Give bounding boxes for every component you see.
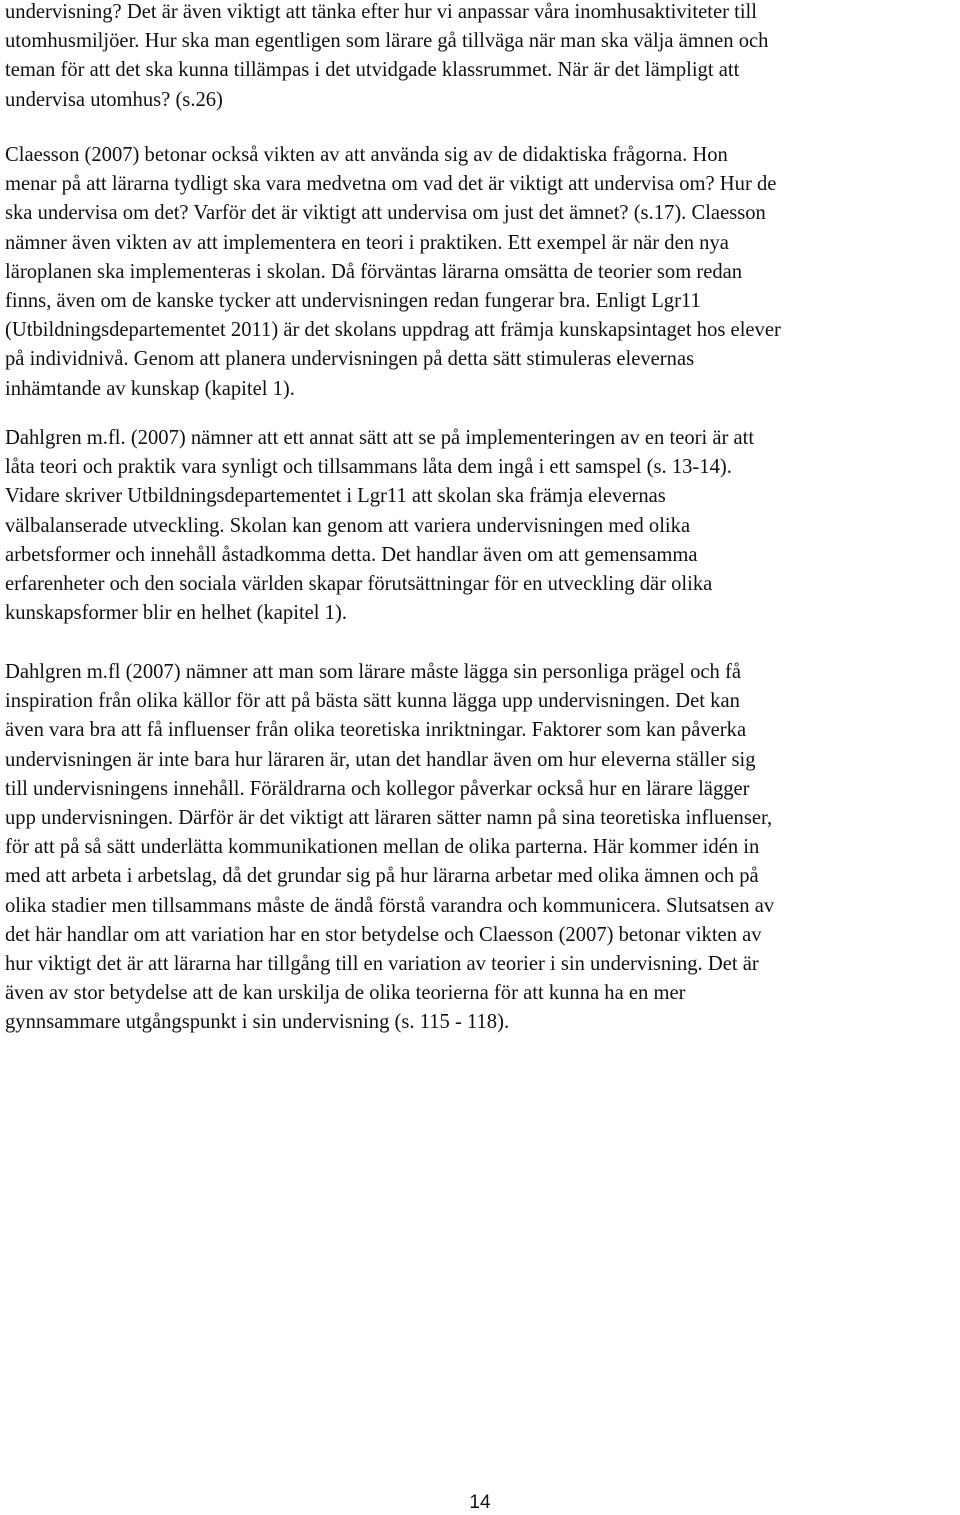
text-line: menar på att lärarna tydligt ska vara medvetna om vad det är viktigt att undervisa om? Hur de [5,173,777,196]
text-line: nämner även vikten av att implementera en teori i praktiken. Ett exempel är när den nya [5,231,729,254]
text-line: låta teori och praktik vara synligt och tillsammans låta dem ingå i ett samspel (s. 13-14). [5,456,732,479]
paragraph-dahlgren-implementation [5,424,955,628]
text-line: Vidare skriver Utbildningsdepartementet i Lgr11 att skolan ska främja elevernas [5,485,666,508]
text-line: undervisning? Det är även viktigt att tänka efter hur vi anpassar våra inomhusaktiviteter till [5,1,758,23]
text-line: arbetsformer och innehåll åstadkomma detta. Det handlar även om att gemensamma [5,543,698,566]
text-line: undervisa utomhus? (s.26) [5,88,223,111]
text-line: erfarenheter och den sociala världen skapar förutsättningar för en utveckling där olika [5,573,713,596]
text-line: med att arbeta i arbetslag, då det grundar sig på hur lärarna arbetar med olika ämnen och på [5,865,759,888]
text-line: finns, även om de kanske tycker att undervisningen redan fungerar bra. Enligt Lgr11 [5,290,701,313]
page-number: 14 [469,1492,491,1513]
text-line: Claesson (2007) betonar också vikten av att använda sig av de didaktiska frågorna. Hon [5,144,728,166]
text-line: undervisningen är inte bara hur läraren är, utan det handlar även om hur eleverna ställer sig [5,748,756,771]
paragraph-dahlgren-personal-style [5,658,955,1038]
text-line: det här handlar om att variation har en stor betydelse och Claesson (2007) betonar vikten av [5,923,762,946]
text-line: Dahlgren m.fl. (2007) nämner att ett annat sätt att se på implementeringen av en teori är att [5,427,755,449]
text-line: teman för att det ska kunna tillämpas i det utvidgade klassrummet. När är det lämpligt att [5,59,740,82]
text-line: för att på så sätt underlätta kommunikationen mellan de olika parterna. Här kommer idén in [5,836,760,859]
text-line: olika stadier men tillsammans måste de ändå förstå varandra och kommunicera. Slutsatsen av [5,894,775,917]
text-line: till undervisningens innehåll. Föräldrarna och kollegor påverkar också hur en lärare lägger [5,777,750,800]
text-line: hur viktigt det är att lärarna har tillgång till en variation av teorier i sin undervisning. Det är [5,953,759,976]
text-line: välbalanserade utveckling. Skolan kan genom att variera undervisningen med olika [5,514,691,537]
text-line: inhämtande av kunskap (kapitel 1). [5,377,295,400]
text-line: kunskapsformer blir en helhet (kapitel 1). [5,602,347,625]
text-line: även vara bra att få influenser från olika teoretiska inriktningar. Faktorer som kan påverka [5,719,747,742]
text-line: på individnivå. Genom att planera undervisningen på detta sätt stimuleras elevernas [5,348,695,371]
text-line: även av stor betydelse att de kan urskilja de olika teorierna för att kunna ha en mer [5,982,686,1005]
paragraph-claesson-didactic-questions [5,141,955,404]
paragraph-outdoor-teaching [5,0,955,115]
text-line: inspiration från olika källor för att på bästa sätt kunna lägga upp undervisningen. Det kan [5,690,740,713]
text-line: gynnsammare utgångspunkt i sin undervisning (s. 115 - 118). [5,1011,510,1034]
text-line: (Utbildningsdepartementet 2011) är det skolans uppdrag att främja kunskapsintaget hos elever [5,319,781,342]
text-line: ska undervisa om det? Varför det är viktigt att undervisa om just det ämnet? (s.17). Claesson [5,202,766,225]
text-line: upp undervisningen. Därför är det viktigt att läraren sätter namn på sina teoretiska influenser, [5,807,773,830]
text-line: läroplanen ska implementeras i skolan. Då förväntas lärarna omsätta de teorier som redan [5,260,743,283]
text-line: utomhusmiljöer. Hur ska man egentligen som lärare gå tillväga när man ska välja ämnen och [5,30,769,53]
text-line: Dahlgren m.fl (2007) nämner att man som lärare måste lägga sin personliga prägel och få [5,661,741,683]
